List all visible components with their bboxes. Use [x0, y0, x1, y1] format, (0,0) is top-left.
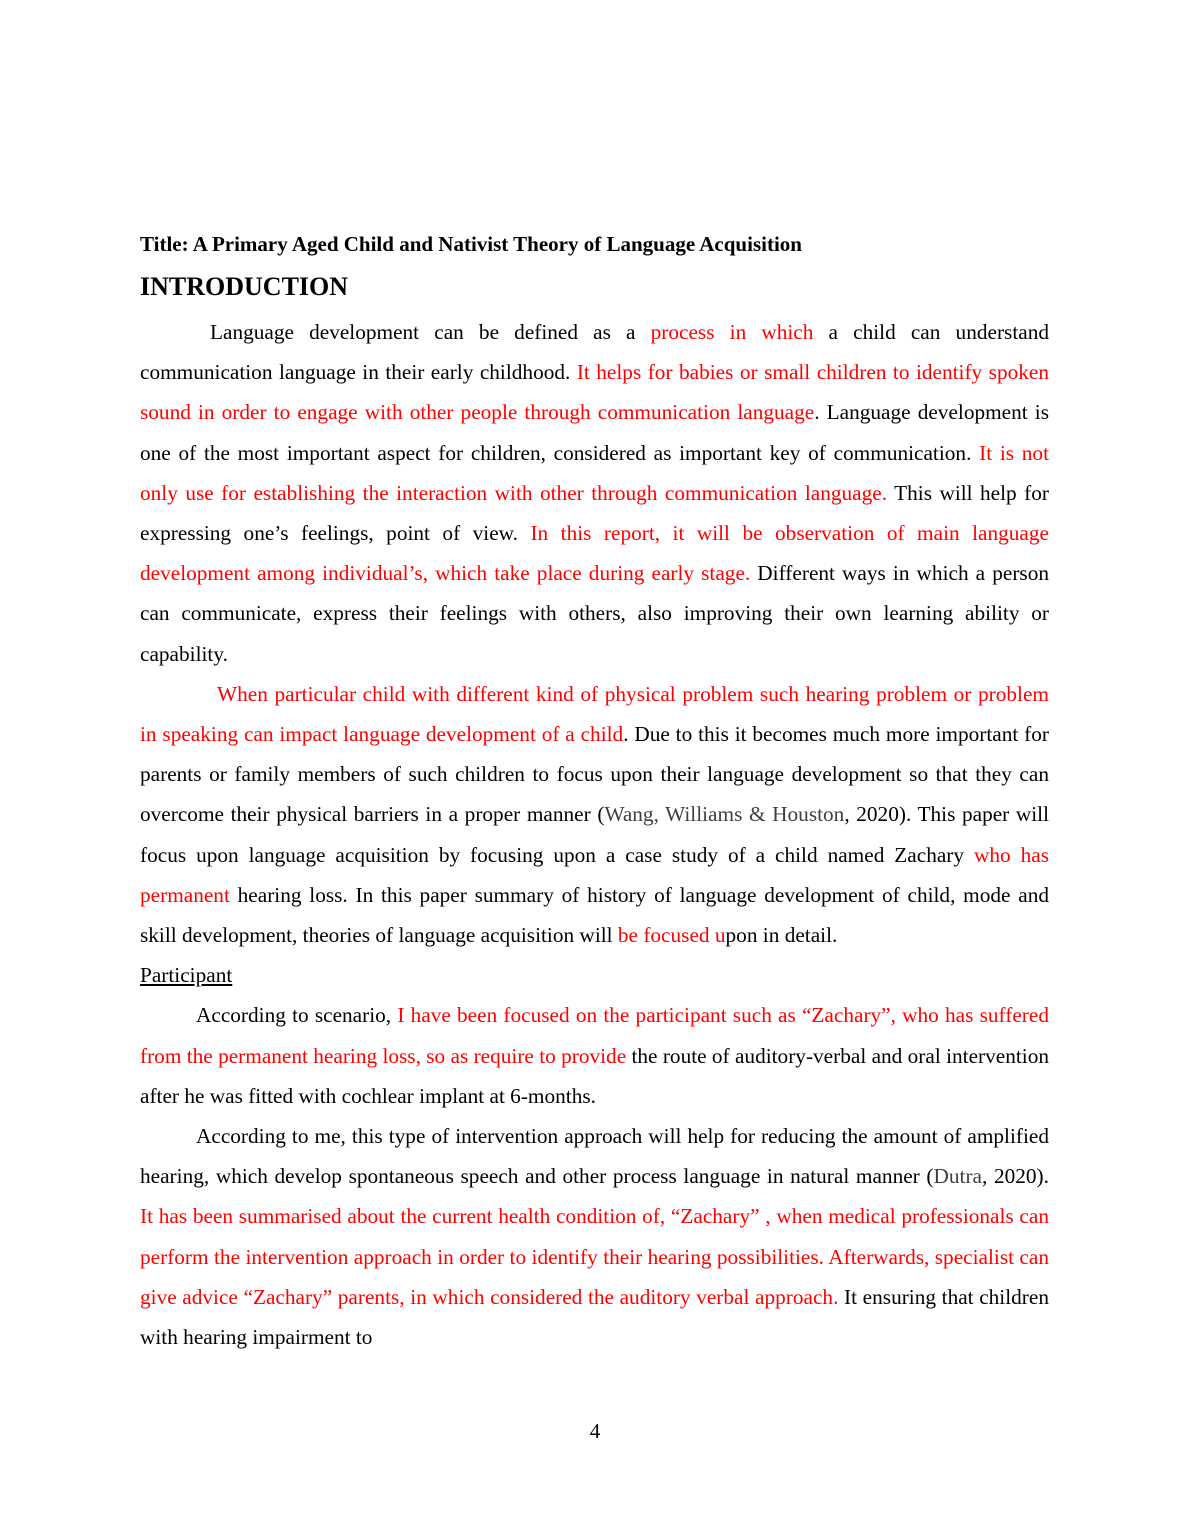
text-segment: , 2020).: [982, 1164, 1049, 1189]
text-segment: , 2020). This paper will focus upon language acquisition by focusing upon a case study of a child named Zachary: [140, 802, 1050, 867]
highlighted-text-segment: process in which: [650, 320, 814, 344]
paragraph-participant-1: [140, 995, 1049, 1116]
text-segment: According to me, this type of intervention approach will help for reducing the amount of amplified hearing, which develop spontaneous speech and other process language in natural manner (: [140, 1124, 1049, 1189]
section-heading-introduction: INTRODUCTION: [140, 272, 349, 301]
text-segment: a child can understand communication language in their early childhood.: [140, 320, 1049, 385]
text-segment: pon in detail.: [725, 923, 838, 948]
highlighted-text-segment: be focused u: [617, 923, 726, 948]
text-segment: Different ways in which a person can communicate, express their feelings with others, also improving their own learning ability or capability.: [140, 561, 1049, 666]
paragraph-participant-2: [140, 1116, 1049, 1357]
citation-authors: Wang, Williams & Houston: [604, 802, 845, 827]
text-segment: Language development can be defined as a: [210, 320, 651, 344]
paragraph-introduction-1: [140, 312, 1049, 674]
highlighted-text-segment: It has been summarised about the current health condition of, “Zachary” , when medical professionals can perform the intervention approach in order to identify their hearing possibilities. Afterwards, specialist can give advice “Zachary” parents, in which considered the auditory verbal approach.: [140, 1204, 1049, 1309]
text-segment: . Language development is one of the most important aspect for children, considered as important key of communication.: [140, 400, 1049, 465]
highlighted-text-segment: It helps for babies or small children to identify spoken sound in order to engage with other people through communication language: [140, 360, 1050, 425]
highlighted-text-segment: When particular child with different kind of physical problem such hearing problem or problem in speaking can impact language development of a child: [140, 681, 1049, 747]
text-segment: It ensuring that children with hearing impairment to: [140, 1284, 1049, 1350]
subheading-participant: [140, 955, 1049, 995]
text-segment: hearing loss. In this paper summary of history of language development of child, mode and skill development, theories of language acquisition will: [140, 882, 1049, 948]
text-segment: . Due to this it becomes much more important for parents or family members of such children to focus upon their language development so that they can overcome their physical barriers in a proper manner (: [140, 722, 1049, 827]
text-segment: This will help for expressing one’s feelings, point of view.: [140, 480, 1049, 546]
highlighted-text-segment: who has permanent: [140, 842, 1049, 907]
highlighted-text-segment: In this report, it will be observation of main language development among individual’s, which take place during early stage.: [140, 521, 1049, 586]
document-body: [140, 312, 1049, 1357]
subheading-text: Participant: [140, 963, 233, 988]
document-title: Title: A Primary Aged Child and Nativist Theory of Language Acquisition: [140, 232, 802, 256]
text-segment: the route of auditory-verbal and oral intervention after he was fitted with cochlear implant at 6-months.: [140, 1043, 1049, 1108]
paragraph-introduction-2: [140, 674, 1049, 955]
highlighted-text-segment: I have been focused on the participant such as “Zachary”, who has suffered from the permanent hearing loss, so as require to provide: [140, 1003, 1049, 1068]
highlighted-text-segment: It is not only use for establishing the interaction with other through communication language.: [140, 440, 1050, 505]
page-number: 4: [589, 1419, 601, 1443]
citation-authors: Dutra: [933, 1164, 982, 1189]
text-segment: According to scenario,: [196, 1003, 398, 1028]
